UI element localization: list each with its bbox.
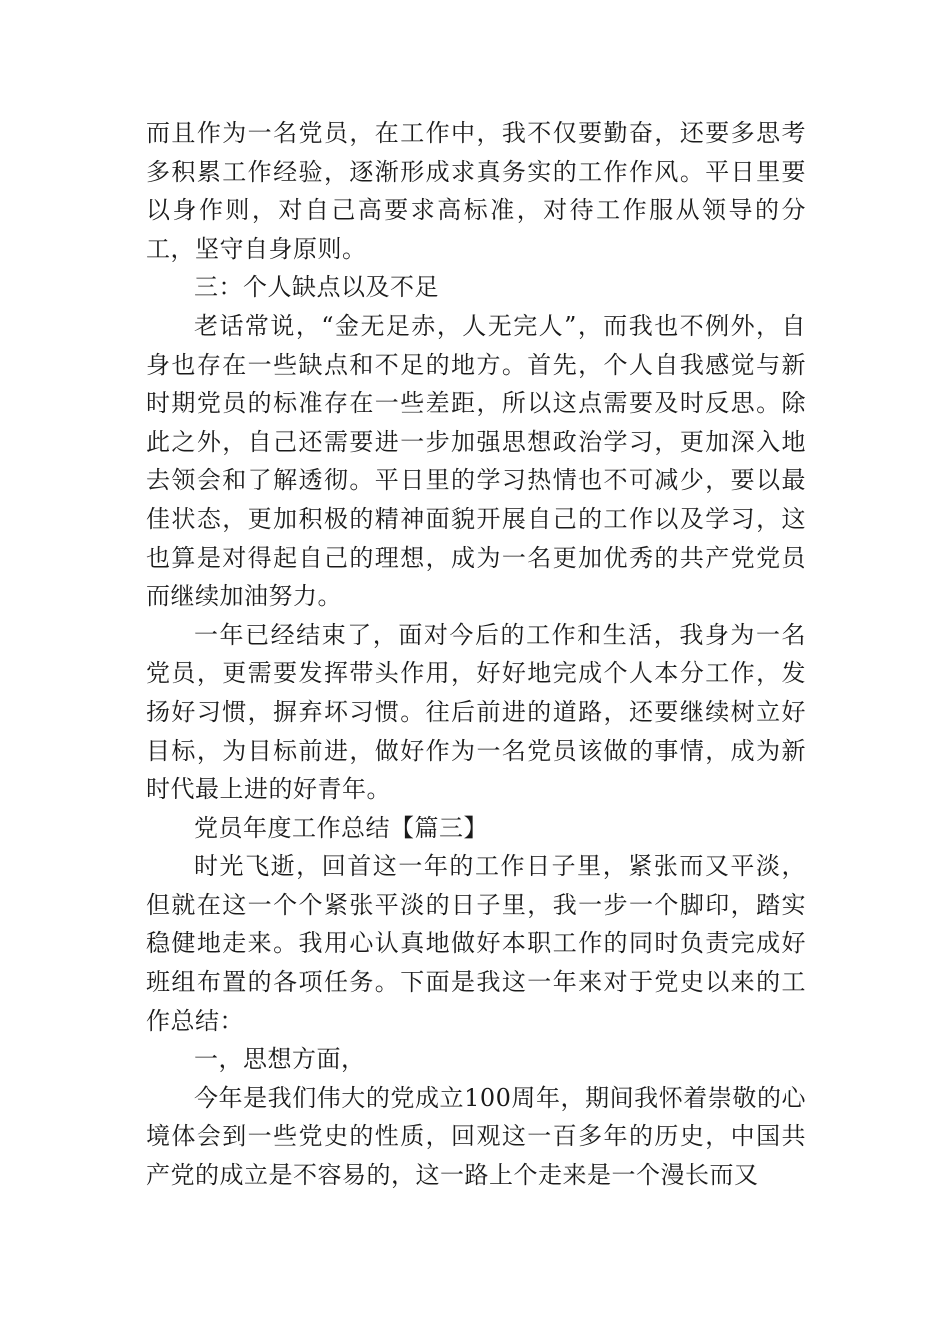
section-heading-ideology: 一，思想方面， bbox=[194, 1045, 366, 1074]
document-body bbox=[146, 114, 806, 1195]
paragraph-intro: 时光飞逝，回首这一年的工作日子里，紧张而又平淡，但就在这一个个紧张平淡的日子里，我一步一个脚印，踏实稳健地走来。我用心认真地做好本职工作的同时负责完成好班组布置的各项任务。下面是我这一年来对于党史以来的工作总结： bbox=[146, 852, 806, 1035]
paragraph-continuation: 而且作为一名党员，在工作中，我不仅要勤奋，还要多思考多积累工作经验，逐渐形成求真务实的工作作风。平日里要以身作则，对自己高要求高标准，对待工作服从领导的分工，坚守自身原则。 bbox=[146, 119, 806, 263]
paragraph-centenary: 今年是我们伟大的党成立100周年，期间我怀着崇敬的心境体会到一些党史的性质，回观这一百多年的历史，中国共产党的成立是不容易的，这一路上个走来是一个漫长而又 bbox=[146, 1083, 806, 1190]
paragraph-year-end: 一年已经结束了，面对今后的工作和生活，我身为一名党员，更需要发挥带头作用，好好地完成个人本分工作，发扬好习惯，摒弃坏习惯。往后前进的道路，还要继续树立好目标，为目标前进，做好作为一名党员该做的事情，成为新时代最上进的好青年。 bbox=[146, 620, 806, 804]
section-heading-shortcomings: 三：个人缺点以及不足 bbox=[194, 273, 439, 302]
paragraph-shortcomings: 老话常说，“金无足赤，人无完人”，而我也不例外，自身也存在一些缺点和不足的地方。首先，个人自我感觉与新时期党员的标准存在一些差距，所以这点需要及时反思。除此之外，自己还需要进一步加强思想政治学习，更加深入地去领会和了解透彻。平日里的学习热情也不可减少，要以最佳状态，更加积极的精神面貌开展自己的工作以及学习，这也算是对得起自己的理想，成为一名更加优秀的共产党党员而继续加油努力。 bbox=[146, 311, 806, 611]
section-heading-part-three: 党员年度工作总结【篇三】 bbox=[194, 813, 488, 842]
